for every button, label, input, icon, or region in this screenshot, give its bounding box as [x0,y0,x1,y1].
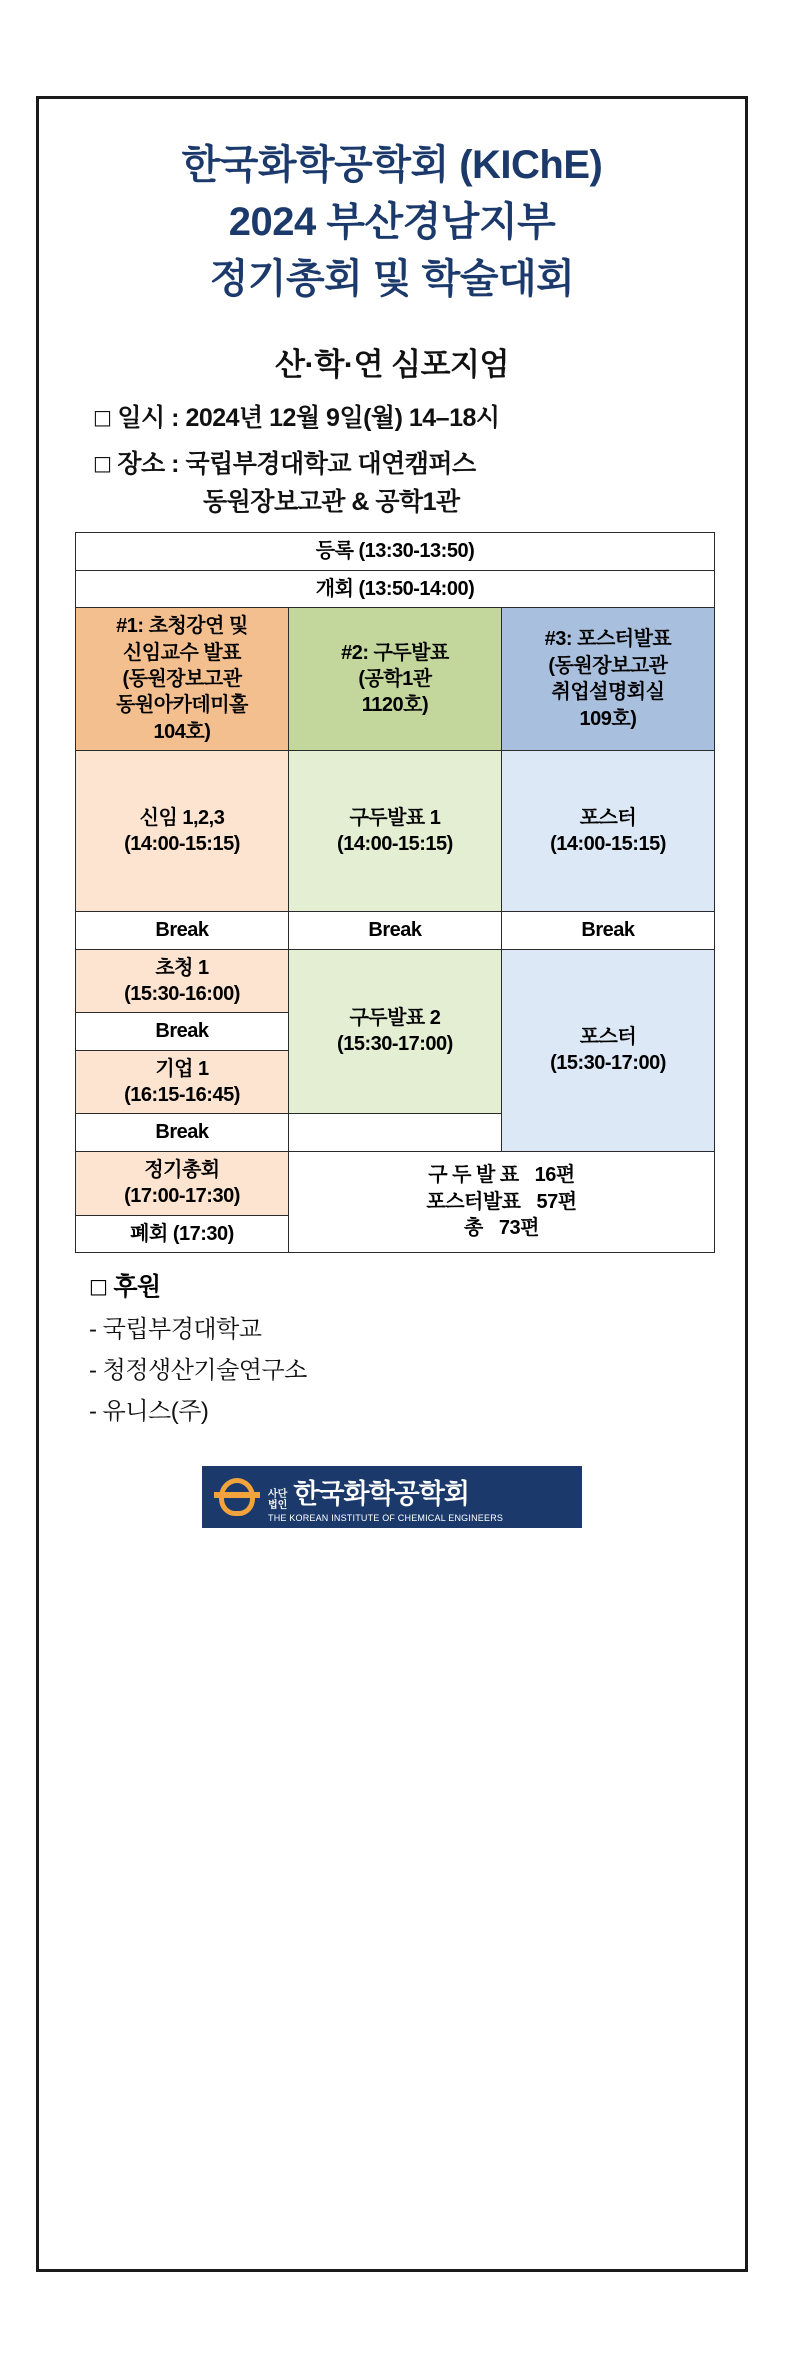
session-2a-company-line-0: 기업 1 [155,1057,209,1080]
table-row [76,949,715,1013]
event-date [93,398,709,434]
track-3-header-line-2: 취업설명회실 [551,681,665,704]
session-2b-line-1: (15:30-17:00) [337,1033,453,1056]
break-1a: Break [76,912,289,949]
break-3a: Break [76,1114,289,1151]
event-date-value: : 2024년 12월 9일(월) 14–18시 [171,404,500,433]
opening-cell: 개회 (13:50-14:00) [76,570,715,607]
logo-text-column [268,1472,503,1523]
track-2-header-line-1: (공학1관 [358,667,432,690]
spacer-3b [288,1114,501,1151]
title-line-3: 정기총회 및 학술대회 [209,256,575,301]
session-1c-line-1: (14:00-15:15) [550,833,666,856]
session-2a-invited-line-0: 초청 1 [155,956,209,979]
session-1b-line-1: (14:00-15:15) [337,833,453,856]
session-1a [76,751,289,912]
table-row [76,751,715,912]
break-1c: Break [501,912,714,949]
session-2a-invited-line-1: (15:30-16:00) [124,982,240,1005]
session-1b-line-0: 구두발표 1 [349,806,441,829]
list-item: - 유니스(주) [89,1398,209,1426]
track-3-header-line-0: #3: 포스터발표 [544,628,672,651]
bullet-square-icon: □ [89,1274,108,1299]
title-line-2: 2024 부산경남지부 [228,199,556,244]
stat-value-poster: 57편 [536,1190,577,1213]
track-1-header-line-2: (동원장보고관 [122,667,242,690]
track-2-header-line-2: 1120호) [361,694,429,717]
stat-label-total: 총 [464,1217,483,1240]
poster-inner [39,99,745,1538]
stat-value-total: 73편 [498,1217,539,1240]
general-assembly-line-0: 정기총회 [144,1158,220,1181]
track-1-header [76,608,289,751]
closing-cell: 폐회 (17:30) [76,1215,289,1252]
session-2b [288,949,501,1114]
table-row [76,1151,715,1215]
general-assembly [76,1151,289,1215]
session-2b-line-0: 구두발표 2 [349,1007,441,1030]
logo-corporation-label [268,1489,287,1511]
logo-corporation-line-2: 법인 [268,1499,288,1511]
break-1b: Break [288,912,501,949]
title-line-1: 한국화학공학회 (KIChE) [181,143,603,187]
track-1-header-line-3: 동원아카데미홀 [116,694,248,717]
session-2a-company-line-1: (16:15-16:45) [124,1084,240,1107]
track-3-header-line-3: 109호) [579,707,637,730]
logo-english-name: THE KOREAN INSTITUTE OF CHEMICAL ENGINEERS [268,1512,504,1523]
presentation-stats [288,1151,714,1252]
event-date-label: 일시 [117,404,165,433]
session-2c-line-1: (15:30-17:00) [550,1052,666,1075]
track-2-header [288,608,501,751]
session-1c-line-0: 포스터 [579,806,637,829]
sponsors-heading [89,1267,709,1303]
track-1-header-line-4: 104호) [153,720,211,743]
list-item: - 국립부경대학교 [89,1316,262,1344]
kiche-logo [202,1466,582,1528]
track-2-header-line-0: #2: 구두발표 [341,641,449,664]
event-place-label: 장소 [117,450,165,479]
stat-label-poster: 포스터발표 [426,1190,521,1213]
schedule-table [75,532,715,1253]
stat-label-oral: 구 두 발 표 [428,1164,519,1187]
bullet-square-icon: □ [93,451,112,476]
stat-row-poster [291,1189,712,1215]
logo-korean-name: 한국화학공학회 [293,1478,469,1509]
kiche-emblem-icon [214,1474,260,1520]
session-1c [501,751,714,912]
logo-corporation-line-1: 사단 [268,1488,288,1500]
stat-row-total [291,1215,712,1241]
table-row [76,533,715,570]
subtitle: 산·학·연 심포지엄 [275,347,509,383]
break-2a: Break [76,1013,289,1050]
page-title [75,137,709,307]
event-place [93,444,709,480]
table-row [76,570,715,607]
session-1a-line-0: 신임 1,2,3 [139,806,225,829]
sponsors-heading-label: 후원 [113,1273,161,1302]
logo-row-top [268,1472,503,1511]
registration-cell: 등록 (13:30-13:50) [76,533,715,570]
track-3-header-line-1: (동원장보고관 [548,654,668,677]
session-2c [501,949,714,1151]
poster-container [36,96,748,2272]
session-2a-company [76,1050,289,1114]
list-item: - 청정생산기술연구소 [89,1357,307,1385]
event-place-value-2: 동원장보고관 & 공학1관 [203,488,460,517]
track-1-header-line-1: 신임교수 발표 [122,641,241,664]
table-row [76,608,715,751]
session-2c-line-0: 포스터 [579,1025,637,1048]
track-1-header-line-0: #1: 초청강연 및 [116,615,248,638]
table-row [76,912,715,949]
session-1b [288,751,501,912]
stat-value-oral: 16편 [534,1164,575,1187]
event-place-value: : 국립부경대학교 대연캠퍼스 [171,450,476,479]
general-assembly-line-1: (17:00-17:30) [124,1185,240,1208]
stat-row-oral [291,1162,712,1188]
bullet-square-icon: □ [93,405,112,430]
session-2a-invited [76,949,289,1013]
track-3-header [501,608,714,751]
session-1a-line-1: (14:00-15:15) [124,833,240,856]
